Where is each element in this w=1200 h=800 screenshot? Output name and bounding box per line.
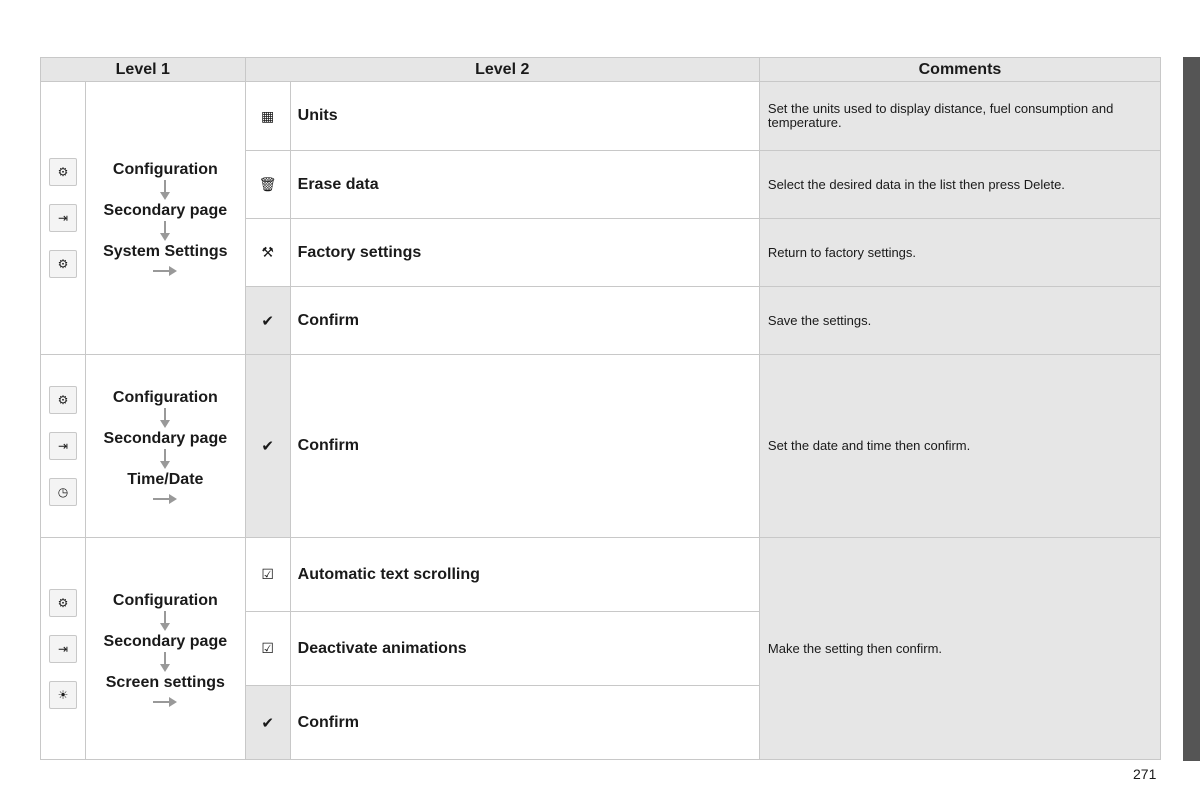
option-comment: Select the desired data in the list then press Delete. [759, 151, 1160, 219]
chapter-tab [1183, 57, 1200, 761]
check-icon: ✔ [245, 355, 290, 538]
option-label: Automatic text scrolling [290, 538, 759, 612]
option-label: Deactivate animations [290, 612, 759, 686]
gears-icon: ⚙ [49, 250, 77, 278]
settings-table [40, 57, 1161, 760]
level1-step: Configuration [112, 389, 218, 406]
screen-brightness-icon: ☀ [49, 681, 77, 709]
calendar-clock-icon: ◷ [49, 478, 77, 506]
arrow-right-icon [153, 494, 177, 504]
level1-step: Screen settings [105, 673, 225, 691]
arrow-down-icon [160, 408, 170, 429]
level1-step: Secondary page [103, 632, 228, 650]
group2-icons [41, 355, 86, 538]
header-level2: Level 2 [245, 58, 759, 82]
arrow-down-icon [160, 180, 170, 201]
group1-icons [41, 82, 86, 355]
gears-icon: ⚙ [49, 158, 77, 186]
check-icon: ✔ [245, 287, 290, 355]
exit-page-icon: ⇥ [49, 204, 77, 232]
option-label: Confirm [290, 355, 759, 538]
arrow-down-icon [160, 221, 170, 242]
level1-step: Configuration [112, 591, 218, 609]
level1-step: Configuration [112, 161, 218, 178]
level1-step: Secondary page [103, 430, 228, 447]
gears-icon: ⚙ [49, 589, 77, 617]
page-number: 271 [1133, 766, 1157, 782]
group1-level1 [86, 82, 245, 355]
option-label: Confirm [290, 686, 759, 760]
arrow-right-icon [153, 697, 177, 707]
exit-page-icon: ⇥ [49, 432, 77, 460]
checkbox-icon: ☑ [245, 538, 290, 612]
group3-icons [41, 538, 86, 760]
option-label: Factory settings [290, 219, 759, 287]
group2-level1 [86, 355, 245, 538]
checkbox-icon: ☑ [245, 612, 290, 686]
arrow-down-icon [160, 449, 170, 470]
option-label: Erase data [290, 151, 759, 219]
arrow-down-icon [160, 652, 170, 673]
option-comment: Set the units used to display distance, fuel consumption and temperature. [759, 82, 1160, 151]
level1-step: Secondary page [103, 202, 228, 219]
option-comment: Save the settings. [759, 287, 1160, 355]
option-comment: Set the date and time then confirm. [759, 355, 1160, 538]
header-row [41, 58, 1161, 82]
option-comment: Make the setting then confirm. [759, 538, 1160, 760]
trash-icon: 🗑 [245, 151, 290, 219]
group3-level1 [86, 538, 245, 760]
table-row [41, 538, 1161, 612]
units-icon: ▦ [245, 82, 290, 151]
factory-icon: ⚒ [245, 219, 290, 287]
arrow-right-icon [153, 266, 177, 276]
exit-page-icon: ⇥ [49, 635, 77, 663]
level1-step: Time/Date [127, 471, 204, 488]
gears-icon: ⚙ [49, 386, 77, 414]
level1-step: System Settings [103, 243, 228, 260]
option-label: Units [290, 82, 759, 151]
header-comments: Comments [759, 58, 1160, 82]
check-icon: ✔ [245, 686, 290, 760]
option-label: Confirm [290, 287, 759, 355]
header-level1: Level 1 [41, 58, 246, 82]
arrow-down-icon [160, 611, 170, 632]
table-row [41, 82, 1161, 151]
option-comment: Return to factory settings. [759, 219, 1160, 287]
table-row [41, 355, 1161, 538]
